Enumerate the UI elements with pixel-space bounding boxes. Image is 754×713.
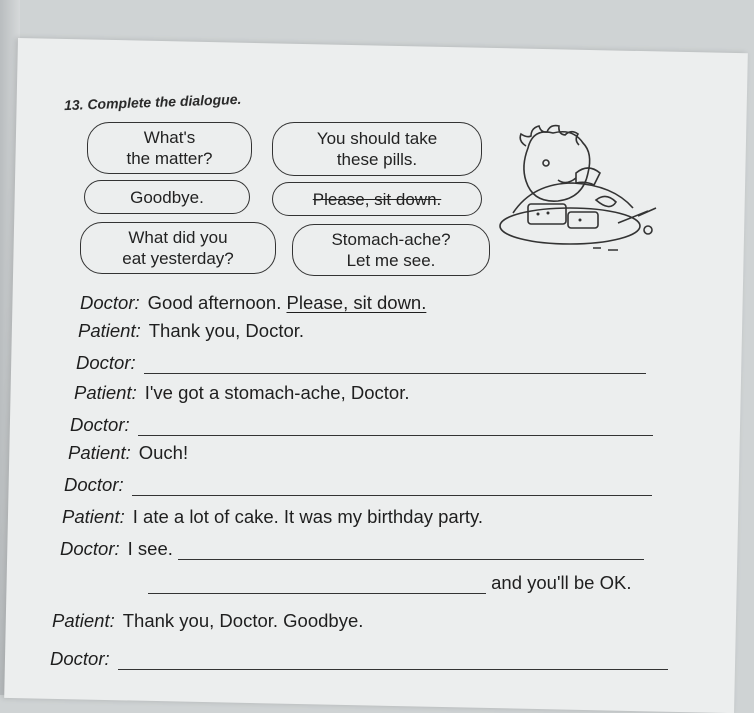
answer-blank[interactable] bbox=[178, 541, 644, 560]
filled-answer: Please, sit down. bbox=[286, 292, 427, 313]
option-text: these pills. bbox=[336, 150, 418, 169]
option-text: You should take bbox=[316, 129, 438, 148]
speaker-label: Patient: bbox=[78, 320, 141, 341]
dialogue-line-7 bbox=[64, 474, 652, 496]
answer-blank[interactable] bbox=[148, 575, 486, 594]
dialogue-line-11 bbox=[52, 610, 363, 632]
dialogue-line-1 bbox=[80, 292, 426, 314]
dialogue-line-12 bbox=[50, 648, 668, 670]
option-text: What's bbox=[143, 128, 196, 147]
option-take-pills bbox=[272, 122, 482, 176]
line-text: I ate a lot of cake. It was my birthday party. bbox=[132, 506, 484, 527]
line-text: I've got a stomach-ache, Doctor. bbox=[144, 382, 410, 403]
speaker-label: Patient: bbox=[68, 442, 131, 463]
dialogue-line-4 bbox=[74, 382, 409, 404]
answer-blank[interactable] bbox=[138, 417, 653, 436]
option-text: Goodbye. bbox=[130, 187, 204, 207]
speaker-label: Patient: bbox=[62, 506, 125, 527]
option-text: Stomach-ache? bbox=[331, 230, 451, 249]
dialogue-line-3 bbox=[76, 352, 646, 374]
line-text: and you'll be OK. bbox=[491, 572, 632, 593]
option-text: eat yesterday? bbox=[122, 249, 234, 268]
boy-eating-cake-illustration bbox=[498, 118, 668, 268]
speaker-label: Doctor: bbox=[50, 648, 110, 669]
answer-blank[interactable] bbox=[132, 477, 652, 496]
line-text: Thank you, Doctor. Goodbye. bbox=[122, 610, 364, 631]
option-stomach-ache bbox=[292, 224, 490, 276]
line-text: Thank you, Doctor. bbox=[148, 320, 305, 341]
dialogue-line-8 bbox=[62, 506, 483, 528]
option-text: Let me see. bbox=[346, 251, 436, 270]
option-text: Please, sit down. bbox=[312, 189, 442, 209]
dialogue-line-2 bbox=[78, 320, 304, 342]
speaker-label: Doctor: bbox=[70, 414, 130, 435]
option-sit-down-used bbox=[272, 182, 482, 216]
answer-blank[interactable] bbox=[118, 651, 668, 670]
speaker-label: Doctor: bbox=[76, 352, 136, 373]
option-goodbye bbox=[84, 180, 250, 214]
speaker-label: Doctor: bbox=[60, 538, 120, 559]
speaker-label: Patient: bbox=[52, 610, 115, 631]
speaker-label: Patient: bbox=[74, 382, 137, 403]
speaker-label: Doctor: bbox=[64, 474, 124, 495]
exercise-number: 13. bbox=[63, 96, 84, 114]
exercise-instruction: Complete the dialogue. bbox=[87, 90, 242, 113]
dialogue-line-10 bbox=[148, 572, 631, 594]
option-eat-yesterday bbox=[80, 222, 276, 274]
answer-blank[interactable] bbox=[144, 355, 646, 374]
dialogue-line-9 bbox=[60, 538, 644, 560]
speaker-label: Doctor: bbox=[80, 292, 140, 313]
dialogue-line-5 bbox=[70, 414, 653, 436]
option-whats-the-matter bbox=[87, 122, 252, 174]
option-text: What did you bbox=[128, 228, 228, 247]
option-text: the matter? bbox=[126, 149, 213, 168]
line-text: I see. bbox=[127, 538, 173, 559]
line-text: Ouch! bbox=[138, 442, 189, 463]
line-text: Good afternoon. bbox=[147, 292, 282, 313]
dialogue-line-6 bbox=[68, 442, 188, 464]
